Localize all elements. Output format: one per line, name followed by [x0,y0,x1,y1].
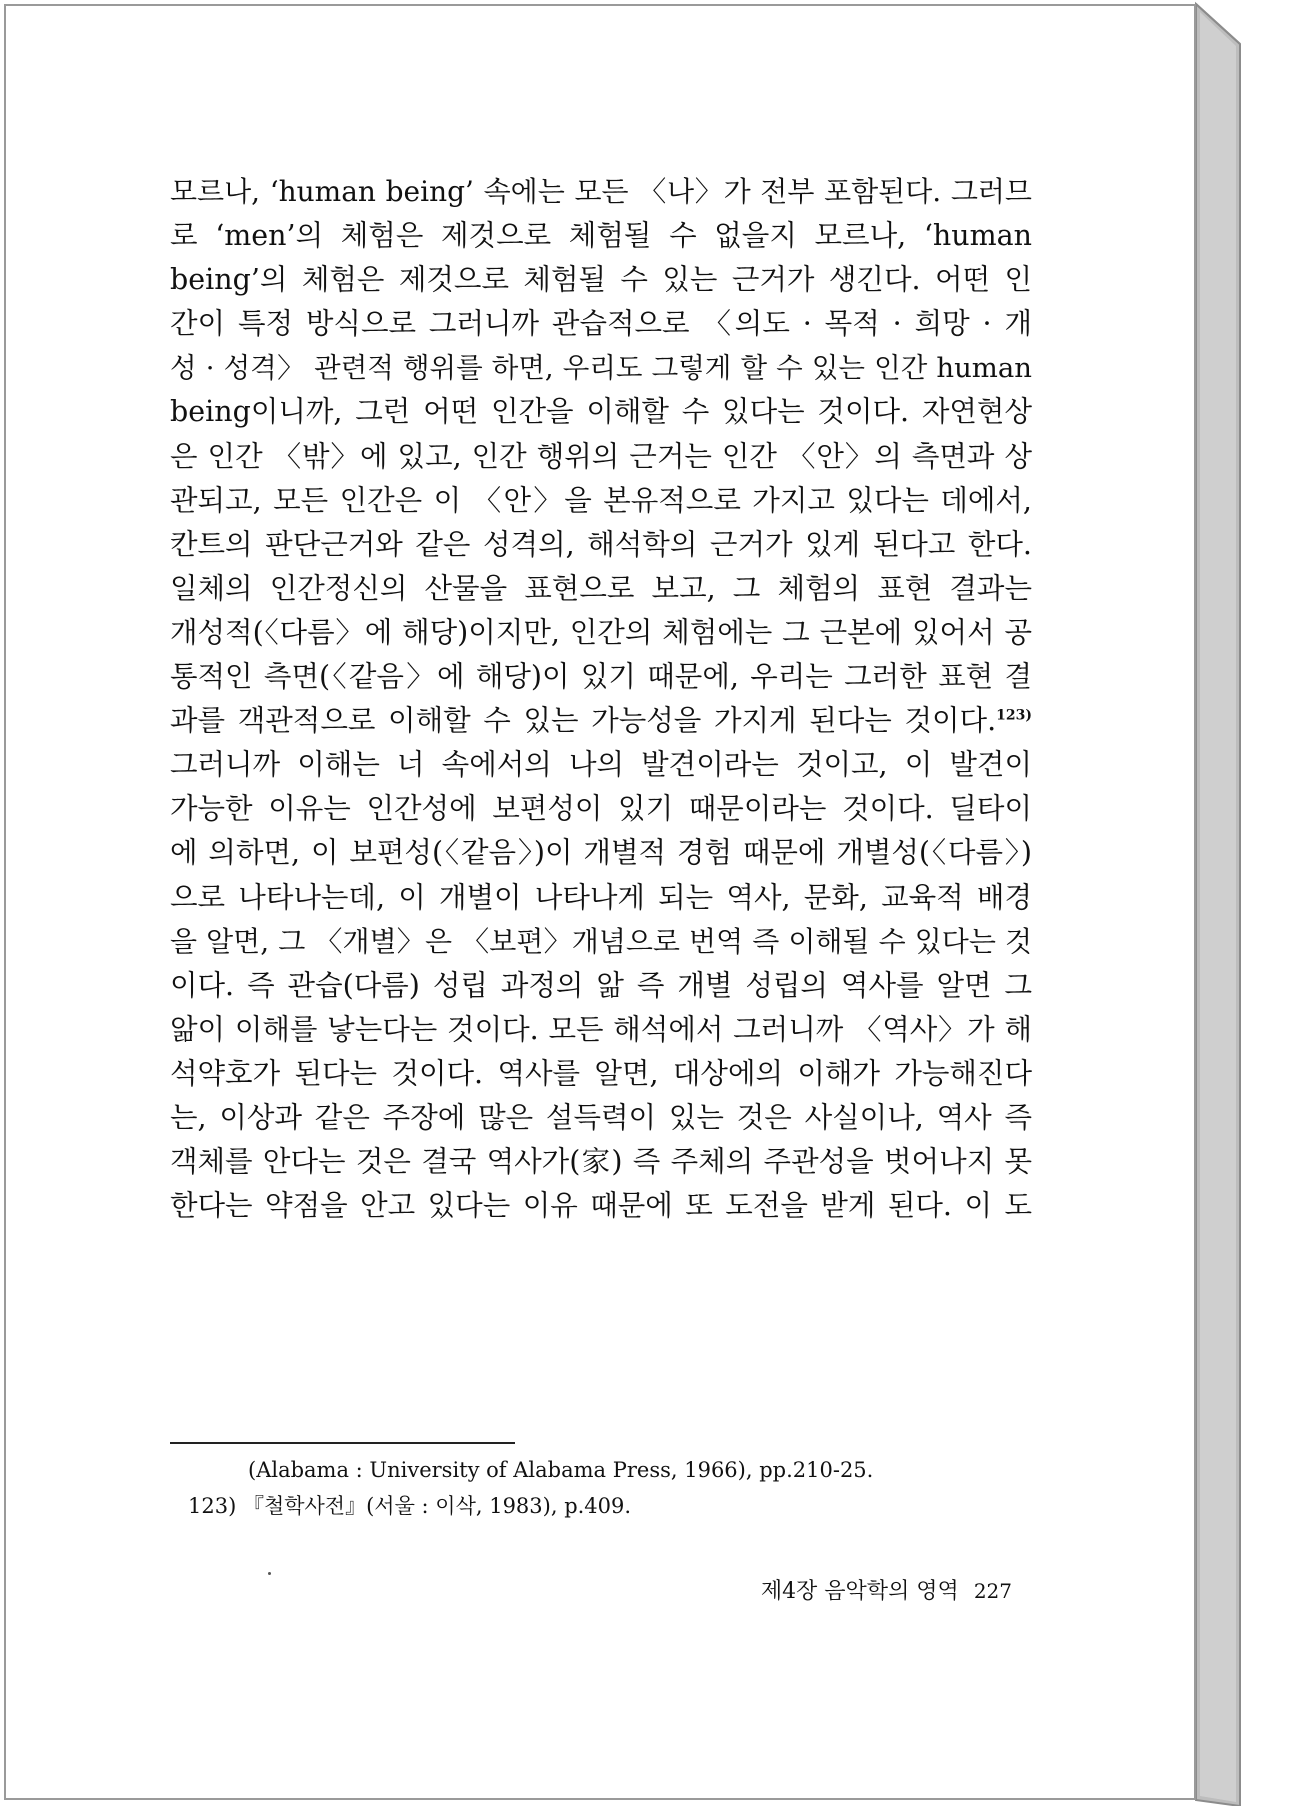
footnotes [188,1452,1008,1524]
footnote-divider [170,1442,515,1444]
body-line: 석약호가 된다는 것이다. 역사를 알면, 대상에의 이해가 가능해진다 [170,1056,1032,1090]
body-line-with-footnote [170,699,1032,743]
body-line: 한다는 약점을 안고 있다는 이유 때문에 또 도전을 받게 된다. 이 도 [170,1189,1032,1223]
footnote-reference[interactable]: 123) [996,707,1032,724]
body-line: 칸트의 판단근거와 같은 성격의, 해석학의 근거가 있게 된다고 한다. [170,527,1032,561]
body-line: 모르나, ‘human being’ 속에는 모든 〈나〉가 전부 포함된다. 그러므 [170,175,1032,208]
body-line: 을 알면, 그 〈개별〉은 〈보편〉개념으로 번역 즉 이해될 수 있다는 것 [170,924,1032,958]
body-text [170,170,1032,1228]
body-line: 관되고, 모든 인간은 이 〈안〉을 본유적으로 가지고 있다는 데에서, [170,483,1032,517]
chapter-title: 제4장 음악학의 영역 [760,1579,959,1604]
scan-speck [268,1572,271,1575]
body-line: 앎이 이해를 낳는다는 것이다. 모든 해석에서 그러니까 〈역사〉가 해 [170,1012,1032,1046]
body-line: 객체를 안다는 것은 결국 역사가(家) 즉 주체의 주관성을 벗어나지 못 [170,1145,1032,1179]
body-line: 이다. 즉 관습(다름) 성립 과정의 앎 즉 개별 성립의 역사를 알면 그 [170,968,1032,1002]
body-line: 성 · 성격〉 관련적 행위를 하면, 우리도 그렇게 할 수 있는 인간 human [170,352,1032,385]
body-line: 그러니까 이해는 너 속에서의 나의 발견이라는 것이고, 이 발견이 [170,748,1032,782]
body-line: 간이 특정 방식으로 그러니까 관습적으로 〈의도 · 목적 · 희망 · 개 [170,307,1032,341]
body-line: 일체의 인간정신의 산물을 표현으로 보고, 그 체험의 표현 결과는 [170,571,1032,605]
body-line-text: 과를 객관적으로 이해할 수 있는 가능성을 가지게 된다는 것이다. [170,704,997,738]
body-line: being이니까, 그런 어떤 인간을 이해할 수 있다는 것이다. 자연현상 [170,395,1032,429]
body-line: 통적인 측면(〈같음〉에 해당)이 있기 때문에, 우리는 그러한 표현 결 [170,660,1032,694]
body-line: being’의 체험은 제것으로 체험될 수 있는 근거가 생긴다. 어떤 인 [170,263,1032,297]
body-line: 에 의하면, 이 보편성(〈같음〉)이 개별적 경험 때문에 개별성(〈다름〉) [170,836,1032,870]
body-line: 가능한 이유는 인간성에 보편성이 있기 때문이라는 것이다. 딜타이 [170,792,1032,826]
body-line: 으로 나타나는데, 이 개별이 나타나게 되는 역사, 문화, 교육적 배경 [170,880,1032,914]
body-line: 는, 이상과 같은 주장에 많은 설득력이 있는 것은 사실이나, 역사 즉 [170,1100,1032,1134]
body-line: 은 인간 〈밖〉에 있고, 인간 행위의 근거는 인간 〈안〉의 측면과 상 [170,439,1032,473]
running-footer [760,1574,1012,1605]
footnote-123: 123) 『철학사전』(서울 : 이삭, 1983), p.409. [188,1494,632,1518]
body-line: 개성적(〈다름〉에 해당)이지만, 인간의 체험에는 그 근본에 있어서 공 [170,615,1032,649]
footnote-continuation: (Alabama : University of Alabama Press, 1966), pp.210-25. [248,1458,874,1482]
body-line: 로 ‘men’의 체험은 제것으로 체험될 수 없을지 모르나, ‘human [170,219,1032,253]
page-number: 227 [973,1579,1012,1603]
